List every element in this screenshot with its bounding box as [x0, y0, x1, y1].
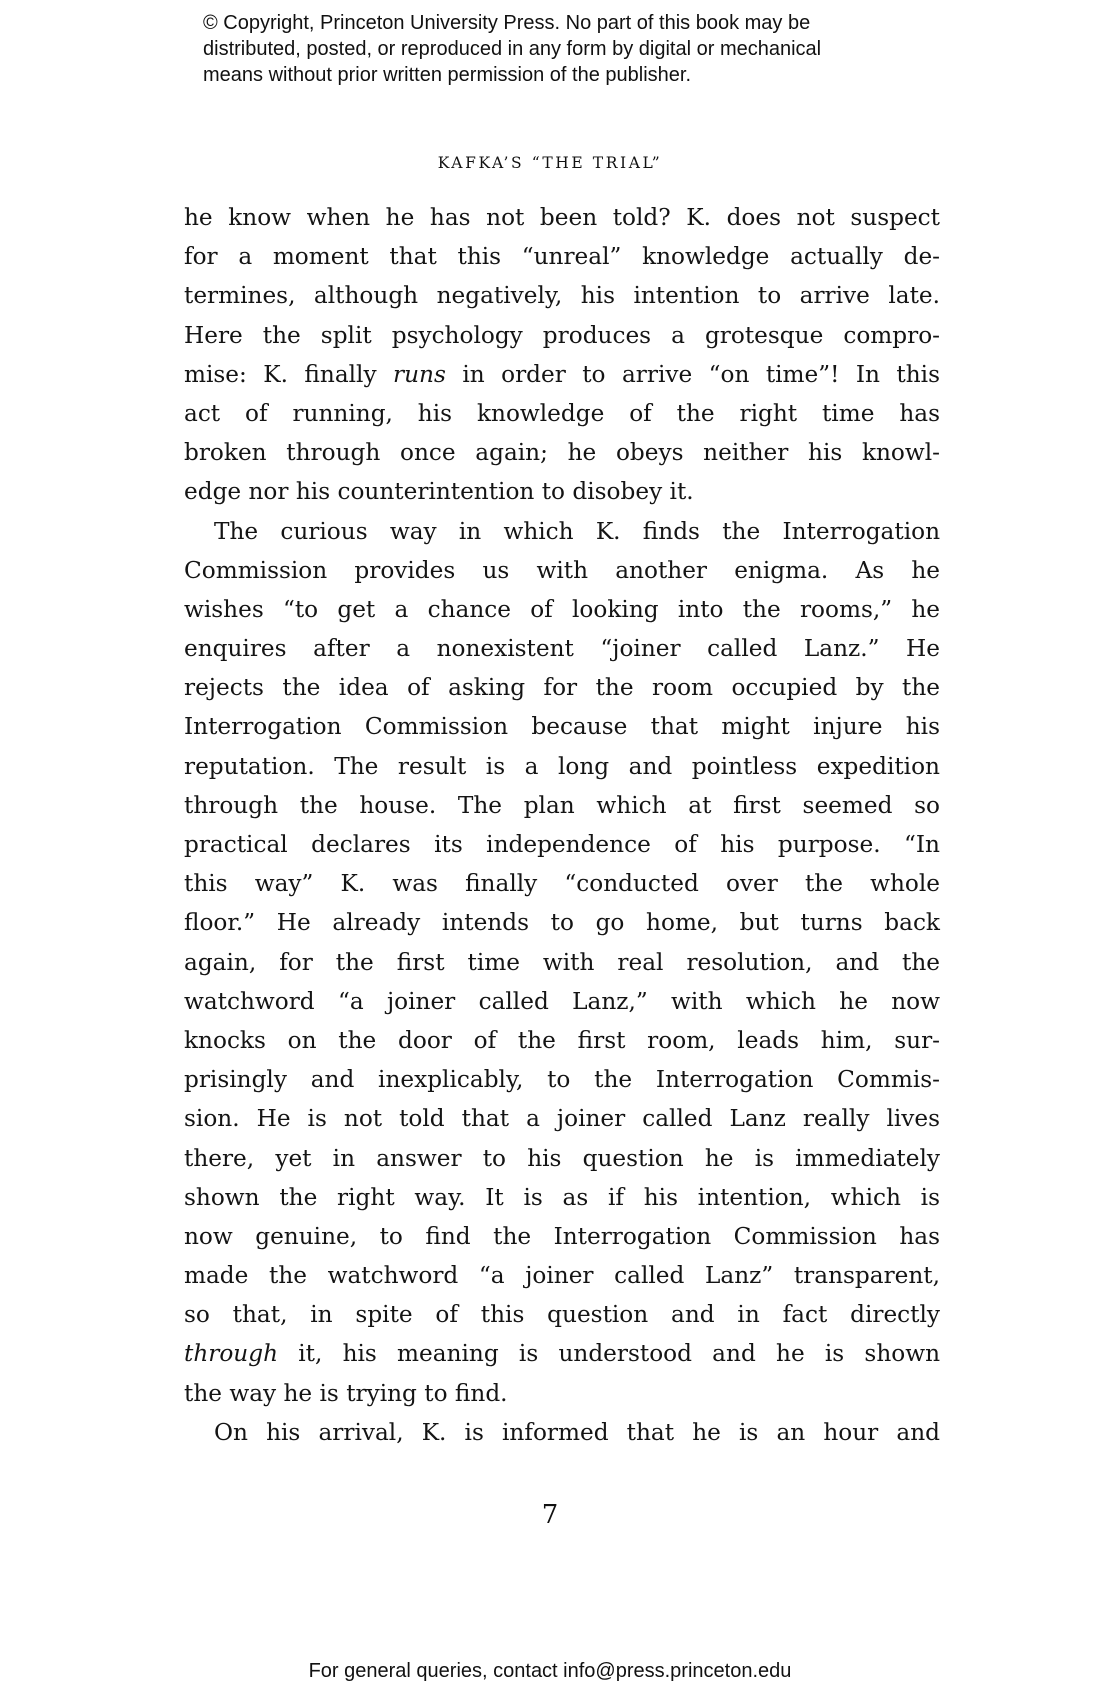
paragraph-first-line: The curious way in which K. finds the Interrogation — [214, 517, 940, 545]
text-line: so that, in spite of this question and in fact directly — [184, 1301, 940, 1329]
text-line: practical declares its independence of his purpose. “In — [184, 831, 940, 858]
text-line: termines, although negatively, his intention to arrive late. — [184, 282, 940, 310]
text-line: enquires after a nonexistent “joiner called Lanz.” He — [184, 635, 940, 663]
footer-contact: For general queries, contact info@press.princeton.edu — [308, 1660, 792, 1682]
text-line: Commission provides us with another enigma. As he — [184, 556, 940, 584]
copyright-notice — [203, 10, 1063, 88]
text-run: in order to arrive “on time”! In this — [445, 360, 940, 388]
paragraph-last-line: the way he is trying to find. — [184, 1379, 508, 1407]
paragraph-first-line: On his arrival, K. is informed that he is an hour and — [214, 1418, 940, 1446]
text-line: knocks on the door of the first room, leads him, sur- — [184, 1026, 940, 1054]
text-line: this way” K. was finally “conducted over the whole — [184, 870, 940, 898]
page-number: 7 — [541, 1500, 559, 1530]
text-run: it, his meaning is understood and he is shown — [278, 1340, 940, 1368]
text-line: reputation. The result is a long and pointless expedition — [184, 752, 940, 780]
text-line: made the watchword “a joiner called Lanz” transparent, — [184, 1262, 940, 1290]
paragraph-last-line: edge nor his counterintention to disobey it. — [184, 478, 694, 506]
body-text — [184, 198, 940, 1452]
text-line: rejects the idea of asking for the room occupied by the — [184, 674, 940, 702]
italic-emphasis: runs — [393, 360, 446, 388]
text-line: act of running, his knowledge of the right time has — [184, 399, 940, 427]
copyright-line: © Copyright, Princeton University Press. No part of this book may be — [203, 12, 811, 34]
text-line: he know when he has not been told? K. does not suspect — [184, 204, 940, 231]
text-line: there, yet in answer to his question he is immediately — [184, 1144, 940, 1172]
text-line — [184, 1334, 940, 1373]
text-line: for a moment that this “unreal” knowledge actually de- — [184, 243, 940, 271]
text-run: mise: K. finally — [184, 360, 394, 388]
copyright-line: means without prior written permission of the publisher. — [203, 64, 692, 86]
text-line: Here the split psychology produces a grotesque compro- — [184, 321, 940, 349]
text-line: again, for the first time with real resolution, and the — [184, 948, 940, 976]
text-line: broken through once again; he obeys neither his knowl- — [184, 439, 940, 467]
copyright-line: distributed, posted, or reproduced in any form by digital or mechanical — [203, 38, 822, 60]
text-line: prisingly and inexplicably, to the Interrogation Commis- — [184, 1066, 940, 1094]
running-head: KAFKA’S “THE TRIAL” — [437, 154, 663, 172]
text-line: wishes “to get a chance of looking into the rooms,” he — [184, 595, 940, 623]
text-line — [184, 355, 940, 394]
text-line: now genuine, to find the Interrogation Commission has — [184, 1222, 940, 1250]
text-line: through the house. The plan which at first seemed so — [184, 791, 940, 819]
text-line: floor.” He already intends to go home, but turns back — [184, 909, 940, 937]
text-line: sion. He is not told that a joiner called Lanz really lives — [184, 1105, 940, 1133]
text-line: Interrogation Commission because that might injure his — [184, 713, 940, 741]
text-line: shown the right way. It is as if his intention, which is — [184, 1183, 940, 1211]
text-line: watchword “a joiner called Lanz,” with which he now — [184, 987, 940, 1015]
italic-emphasis: through — [184, 1340, 279, 1368]
